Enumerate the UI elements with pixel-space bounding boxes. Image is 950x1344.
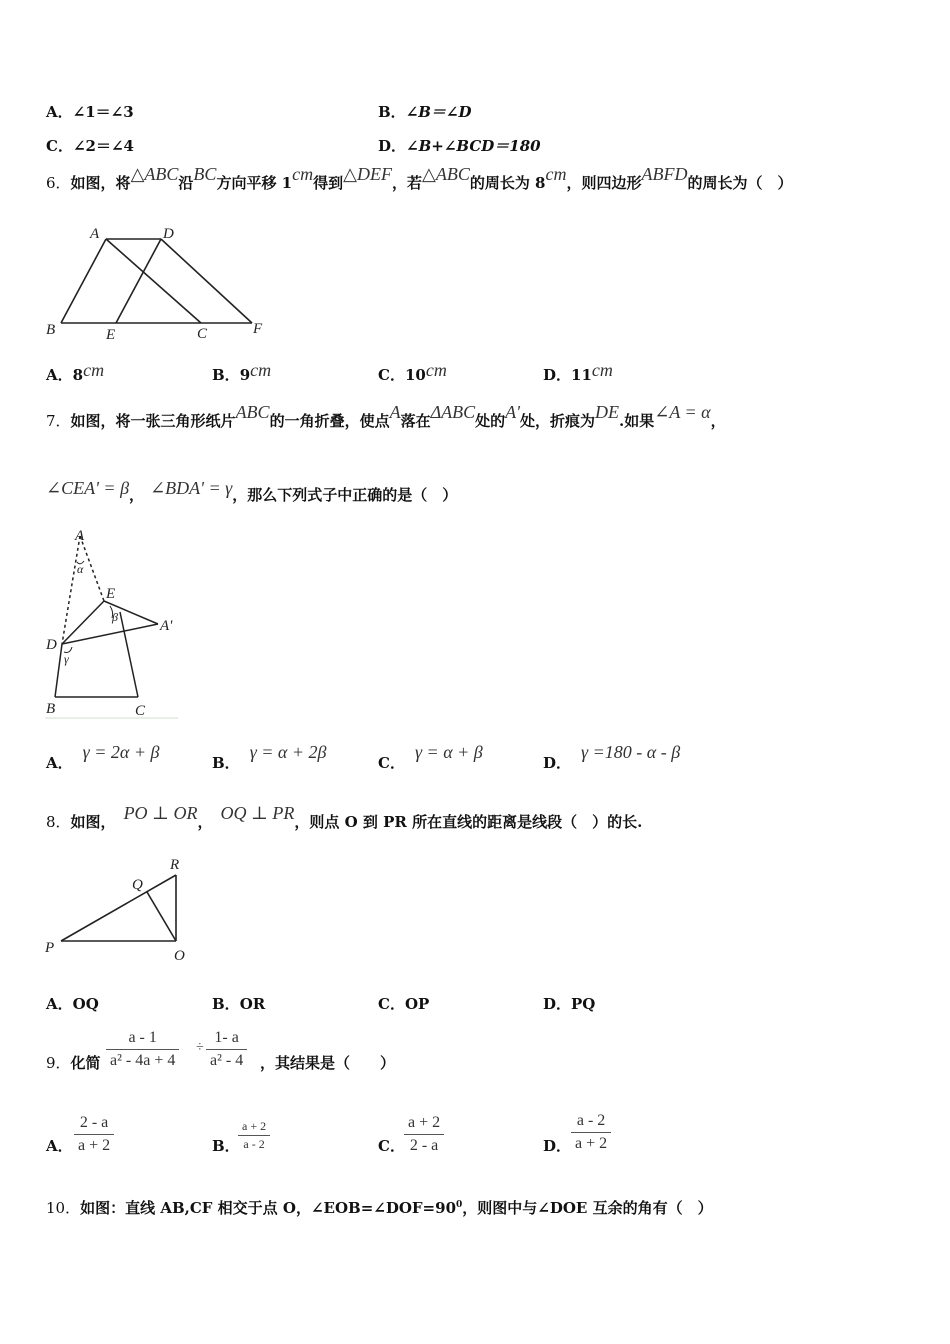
math-expr: A bbox=[389, 402, 401, 422]
stem-text: 落在 bbox=[400, 412, 431, 430]
math-expr: PO ⊥ OR bbox=[123, 803, 198, 823]
stem-text: 方向平移 1 bbox=[216, 174, 293, 192]
option-letter: C． bbox=[46, 137, 73, 155]
stem-text: ，则点 O 到 PR 所在直线的距离是线段（ ）的长. bbox=[294, 813, 643, 831]
option-value: 9 bbox=[239, 366, 251, 384]
fraction-denominator: a² - 4 bbox=[210, 1052, 244, 1069]
label-alpha: α bbox=[77, 562, 84, 576]
option-letter: B． bbox=[212, 754, 240, 772]
q9-option-c-letter: C． bbox=[378, 1137, 405, 1155]
option-text: OR bbox=[239, 995, 266, 1013]
option-unit: cm bbox=[83, 360, 105, 380]
option-text: OP bbox=[404, 995, 430, 1013]
degree-superscript: 0 bbox=[456, 1200, 463, 1210]
q7-option-a bbox=[46, 742, 160, 773]
fraction-denominator: a - 2 bbox=[243, 1137, 265, 1151]
label-o: O bbox=[174, 948, 185, 964]
option-letter: A． bbox=[46, 366, 73, 384]
fraction-denominator: a + 2 bbox=[575, 1135, 608, 1152]
option-letter: B． bbox=[212, 366, 240, 384]
math-expr: ∠CEA' = β bbox=[46, 478, 130, 498]
stem-text: ，则图中与∠DOE 互余的角有（ ） bbox=[462, 1199, 713, 1217]
q8-stem bbox=[46, 803, 643, 832]
option-text: ∠B＝∠D bbox=[405, 103, 472, 121]
q7-stem-line2 bbox=[46, 478, 458, 505]
fraction-numerator: a + 2 bbox=[238, 1118, 270, 1136]
math-expr: △ABC bbox=[421, 164, 470, 184]
option-letter: C． bbox=[378, 995, 405, 1013]
q6-option-d bbox=[543, 360, 613, 385]
q8-option-d bbox=[543, 994, 595, 1014]
option-letter: B． bbox=[378, 103, 406, 121]
math-expr: ABC bbox=[235, 402, 270, 422]
label-e: E bbox=[106, 586, 116, 602]
math-expr: OQ ⊥ PR bbox=[220, 803, 295, 823]
option-unit: cm bbox=[591, 360, 613, 380]
question-number: 7． bbox=[46, 412, 71, 430]
stem-text: ，那么下列式子中正确的是（ ） bbox=[232, 486, 458, 504]
stem-text: ，其结果是（ ） bbox=[260, 1054, 396, 1072]
question-number: 10． bbox=[46, 1199, 81, 1217]
math-expr: ∠BDA' = γ bbox=[150, 478, 233, 498]
option-expr: γ = α + β bbox=[414, 742, 483, 762]
fraction-numerator: a - 1 bbox=[106, 1027, 179, 1050]
option-value: 8 bbox=[72, 366, 84, 384]
q9-option-b-letter: B． bbox=[212, 1137, 240, 1155]
label-e: E bbox=[106, 327, 116, 343]
label-q: Q bbox=[132, 877, 143, 893]
q5-option-d bbox=[378, 136, 541, 156]
question-number: 9． bbox=[46, 1054, 71, 1072]
stem-text: 处，折痕为 bbox=[520, 412, 596, 430]
math-expr: ∠A = α bbox=[654, 402, 711, 422]
label-c: C bbox=[197, 326, 208, 342]
option-letter: B． bbox=[212, 995, 240, 1013]
label-b: B bbox=[46, 322, 56, 338]
math-expr: cm bbox=[292, 164, 314, 184]
q9-option-c-fraction bbox=[404, 1112, 444, 1157]
stem-text: 的周长为 8 bbox=[469, 174, 546, 192]
stem-text: 得到 bbox=[313, 174, 344, 192]
q7-option-d bbox=[543, 742, 681, 773]
fraction-denominator: a² - 4a + 4 bbox=[110, 1052, 176, 1069]
option-expr: γ = α + 2β bbox=[249, 742, 327, 762]
math-expr: cm bbox=[545, 164, 567, 184]
label-a: A bbox=[90, 226, 100, 242]
q6-option-a bbox=[46, 360, 105, 385]
fraction-numerator: a + 2 bbox=[404, 1112, 444, 1135]
option-letter: D． bbox=[543, 995, 572, 1013]
stem-text: 处的 bbox=[475, 412, 506, 430]
option-value: 11 bbox=[571, 366, 592, 384]
q6-figure bbox=[40, 222, 275, 347]
fraction-numerator: a - 2 bbox=[571, 1110, 611, 1133]
option-letter: C． bbox=[378, 366, 405, 384]
q9-stem-lead bbox=[46, 1053, 101, 1073]
question-number: 6． bbox=[46, 174, 71, 192]
option-text: ∠B+∠BCD＝180 bbox=[406, 137, 541, 155]
option-text: PQ bbox=[571, 995, 596, 1013]
label-beta: β bbox=[112, 610, 118, 624]
math-expr: DE bbox=[595, 402, 620, 422]
q7-stem-line1 bbox=[46, 402, 726, 431]
option-letter: A． bbox=[46, 995, 73, 1013]
fraction-denominator: a + 2 bbox=[78, 1137, 111, 1154]
math-expr: △ABC bbox=[130, 164, 179, 184]
math-expr: ABFD bbox=[641, 164, 688, 184]
q9-option-a-letter: A． bbox=[46, 1137, 73, 1155]
option-unit: cm bbox=[425, 360, 447, 380]
q9-option-a-fraction bbox=[74, 1112, 114, 1157]
q10-stem bbox=[46, 1195, 713, 1218]
q7-option-b bbox=[212, 742, 327, 773]
option-text: ∠1＝∠3 bbox=[72, 103, 134, 121]
q7-option-c bbox=[378, 742, 483, 773]
option-letter: A． bbox=[46, 103, 73, 121]
option-expr: γ =180 - α - β bbox=[581, 742, 681, 762]
math-expr: ΔABC bbox=[430, 402, 476, 422]
stem-text: ， bbox=[197, 813, 213, 831]
stem-text: 化简 bbox=[70, 1054, 101, 1072]
option-letter: D． bbox=[543, 754, 572, 772]
math-expr: BC bbox=[193, 164, 217, 184]
label-d: D bbox=[46, 637, 57, 653]
stem-text: 如图：直线 AB,CF 相交于点 O，∠EOB=∠DOF=90 bbox=[80, 1199, 457, 1217]
option-letter: D． bbox=[543, 366, 572, 384]
option-letter: A． bbox=[46, 754, 73, 772]
q6-stem bbox=[46, 164, 793, 193]
q8-figure bbox=[40, 852, 200, 967]
q7-figure bbox=[40, 524, 190, 724]
label-d: D bbox=[163, 226, 174, 242]
stem-text: .如果 bbox=[619, 412, 655, 430]
q6-option-b bbox=[212, 360, 272, 385]
stem-text: ，则四边形 bbox=[566, 174, 642, 192]
q9-option-d-fraction bbox=[571, 1110, 611, 1155]
stem-text: 的周长为（ ） bbox=[687, 174, 793, 192]
option-letter: C． bbox=[378, 754, 405, 772]
question-number: 8． bbox=[46, 813, 71, 831]
option-expr: γ = 2α + β bbox=[82, 742, 160, 762]
q9-fraction-1 bbox=[106, 1027, 179, 1072]
option-text: OQ bbox=[72, 995, 99, 1013]
stem-text: 如图， bbox=[70, 813, 116, 831]
option-unit: cm bbox=[250, 360, 272, 380]
label-c: C bbox=[135, 703, 146, 719]
stem-text: ， bbox=[129, 486, 145, 504]
fraction-numerator: 1- a bbox=[206, 1027, 247, 1050]
label-gamma: γ bbox=[64, 652, 69, 666]
q5-option-a bbox=[46, 102, 134, 122]
stem-text: 沿 bbox=[178, 174, 194, 192]
label-a: A bbox=[75, 528, 85, 544]
q6-option-c bbox=[378, 360, 447, 385]
q8-option-a bbox=[46, 994, 99, 1014]
label-b: B bbox=[46, 701, 56, 717]
q9-option-d-letter: D． bbox=[543, 1137, 572, 1155]
label-p: P bbox=[45, 940, 55, 956]
label-f: F bbox=[253, 321, 263, 337]
q9-fraction-2 bbox=[206, 1027, 247, 1072]
q9-option-b-fraction bbox=[238, 1118, 270, 1153]
q8-option-b bbox=[212, 994, 265, 1014]
stem-text: 如图，将一张三角形纸片 bbox=[70, 412, 236, 430]
option-text: ∠2＝∠4 bbox=[72, 137, 134, 155]
math-expr: △DEF bbox=[343, 164, 392, 184]
option-letter: D． bbox=[378, 137, 407, 155]
math-expr: A' bbox=[505, 402, 521, 422]
stem-text: 的一角折叠，使点 bbox=[269, 412, 390, 430]
label-a-prime: A' bbox=[160, 618, 173, 634]
q5-option-b bbox=[378, 102, 472, 122]
stem-text: ， bbox=[710, 412, 726, 430]
divide-sign: ÷ bbox=[196, 1040, 204, 1055]
q5-option-c bbox=[46, 136, 134, 156]
option-value: 10 bbox=[404, 366, 426, 384]
fraction-denominator: 2 - a bbox=[409, 1137, 439, 1154]
stem-text: 如图，将 bbox=[70, 174, 131, 192]
stem-text: ，若 bbox=[391, 174, 422, 192]
fraction-numerator: 2 - a bbox=[74, 1112, 114, 1135]
label-r: R bbox=[170, 857, 180, 873]
q8-option-c bbox=[378, 994, 429, 1014]
